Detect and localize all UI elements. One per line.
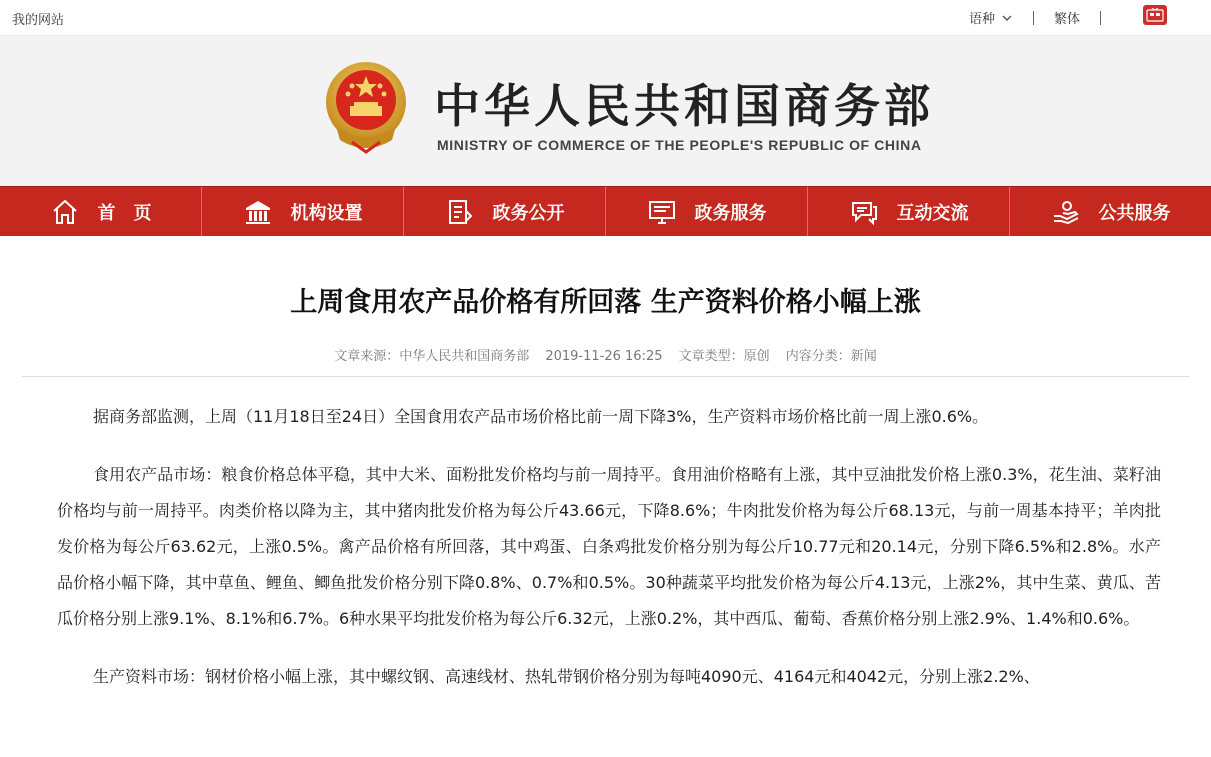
nav-item-government-affairs[interactable] [404, 187, 606, 236]
nav-item-label: 机构设置 [290, 202, 363, 224]
article [0, 280, 1211, 695]
divider [1100, 11, 1101, 25]
nav-item-home[interactable] [0, 187, 202, 236]
chat-icon [849, 197, 879, 227]
site-title: 中华人民共和国商务部 [434, 79, 934, 133]
institution-icon [243, 197, 273, 227]
nav-item-label: 公共服务 [1098, 202, 1171, 224]
site-header [0, 36, 1211, 186]
article-type: 文章类型：原创 [678, 349, 770, 364]
top-bar-right [969, 8, 1155, 27]
article-paragraph: 生产资料市场：钢材价格小幅上涨，其中螺纹钢、高速线材、热轧带钢价格分别为每吨4090元、4164元和4042元，分别上涨2.2%、 [93, 667, 1040, 686]
divider [1033, 11, 1034, 25]
article-paragraph: 食用农产品市场：粮食价格总体平稳，其中大米、面粉批发价格均与前一周持平。食用油价格略有上涨，其中豆油批发价格上涨0.3%，花生油、菜籽油价格均与前一周持平。肉类价格以降为主，其中猪肉批发价格为每公斤43.66元，下降8.6%；牛肉批发价格为每公斤68.13元，与前一周基本持平；羊肉批发价格为每公斤63.62元，上涨0.5%。禽产品价格有所回落，其中鸡蛋、白条鸡批发价格分别为每公斤10.77元和20.14元，分别下降6.5%和2.8%。水产品价格小幅下降，其中草鱼、鲤鱼、鲫鱼批发价格分别下降0.8%、0.7%和0.5%。30种蔬菜平均批发价格为每公斤4.13元，上涨2%，其中生菜、黄瓜、苦瓜价格分别上涨9.1%、8.1%和6.7%。6种水果平均批发价格为每公斤6.32元，上涨0.2%，其中西瓜、葡萄、香蕉价格分别上涨2.9%、1.4%和0.6%。 [57, 465, 1161, 628]
traditional-chinese-link[interactable]: 繁体 [1053, 12, 1080, 27]
top-bar [0, 0, 1211, 36]
divider [22, 376, 1189, 377]
nav-item-institution[interactable] [202, 187, 404, 236]
accessibility-icon[interactable] [1143, 5, 1167, 25]
my-site-link[interactable]: 我的网站 [12, 13, 65, 28]
nav-item-government-services[interactable] [606, 187, 808, 236]
monitor-icon [647, 197, 677, 227]
national-emblem-icon[interactable] [322, 56, 410, 156]
article-paragraph: 据商务部监测，上周（11月18日至24日）全国食用农产品市场价格比前一周下降3%，生产资料市场价格比前一周上涨0.6%。 [93, 407, 989, 426]
main-nav [0, 186, 1211, 236]
article-content [0, 399, 1211, 695]
hand-icon [1051, 197, 1081, 227]
chevron-down-icon [1001, 12, 1013, 24]
nav-item-label: 互动交流 [896, 202, 969, 224]
home-icon [50, 197, 80, 227]
document-icon [445, 197, 475, 227]
nav-item-label: 政务公开 [492, 202, 565, 224]
article-meta [0, 345, 1211, 364]
nav-item-label: 政务服务 [694, 202, 767, 224]
article-category: 内容分类：新闻 [785, 349, 877, 364]
nav-item-public-services[interactable] [1010, 187, 1211, 236]
nav-item-label: 首 页 [97, 202, 152, 224]
language-dropdown[interactable] [969, 8, 1013, 27]
article-title: 上周食用农产品价格有所回落 生产资料价格小幅上涨 [290, 287, 921, 318]
site-subtitle: MINISTRY OF COMMERCE OF THE PEOPLE'S REPUBLIC OF CHINA [437, 137, 922, 153]
article-source: 文章来源：中华人民共和国商务部 [334, 349, 530, 364]
language-label: 语种 [968, 12, 995, 27]
article-datetime: 2019-11-26 16:25 [545, 349, 663, 364]
nav-item-interaction[interactable] [808, 187, 1010, 236]
